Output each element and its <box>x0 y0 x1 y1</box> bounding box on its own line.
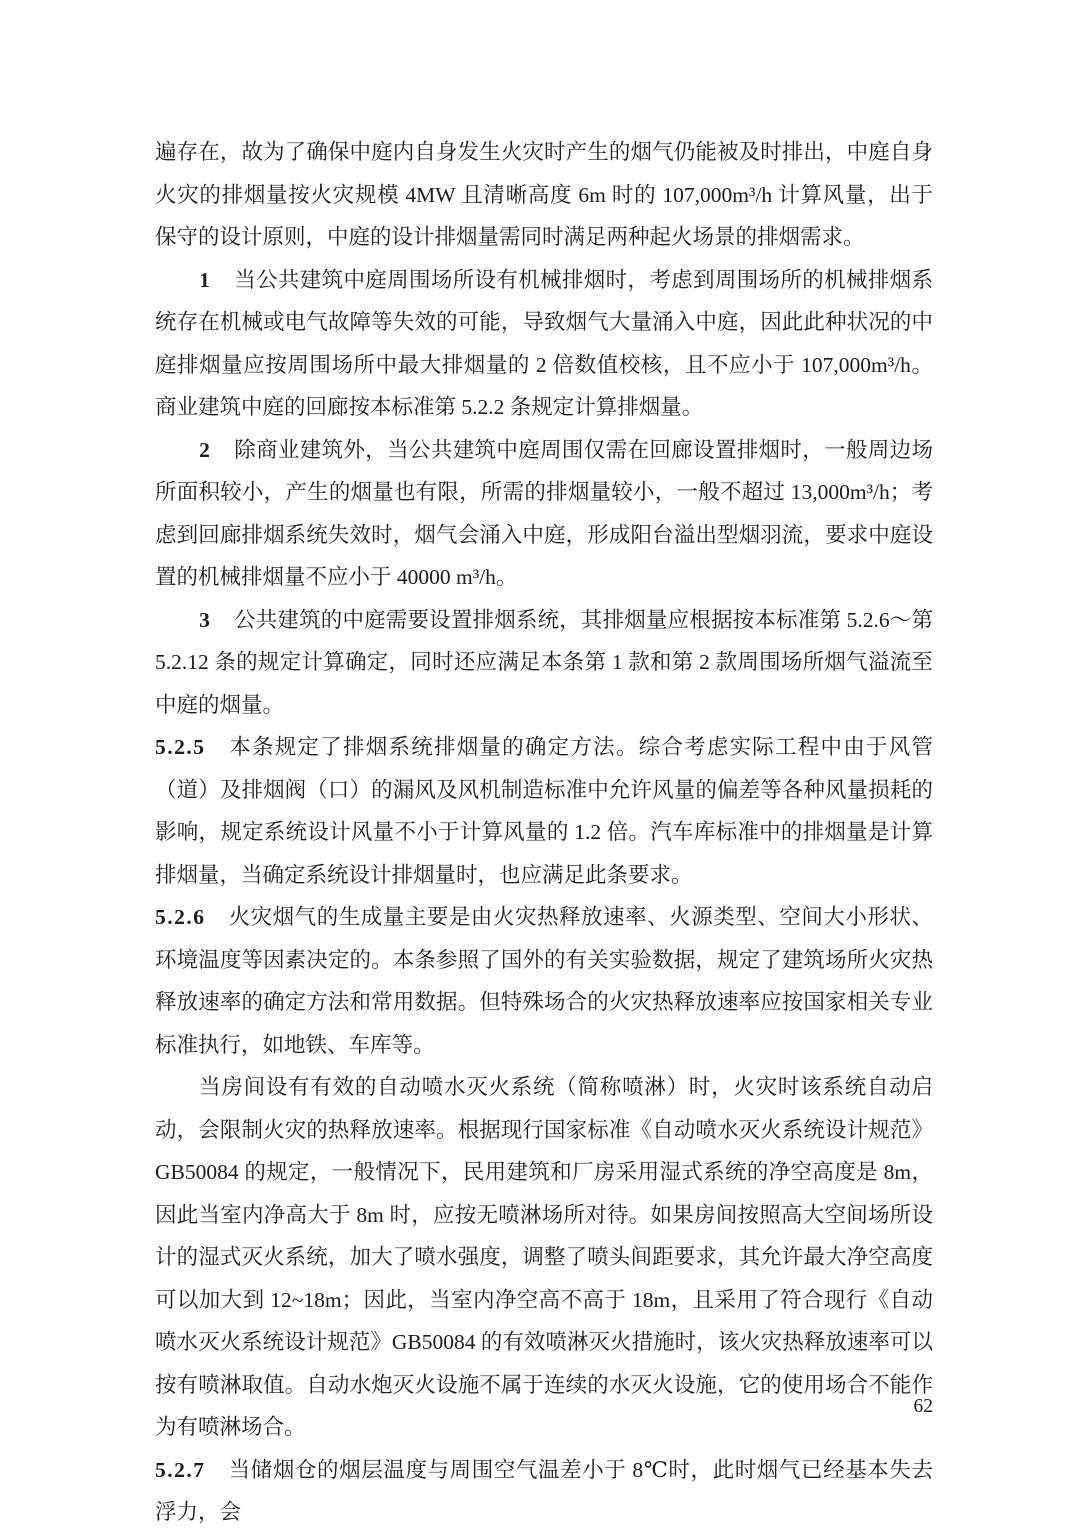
list-item-number: 3 <box>199 607 212 632</box>
paragraph-sprinkler <box>155 1066 933 1449</box>
paragraph-text: 公共建筑的中庭需要设置排烟系统，其排烟量应根据按本标准第 5.2.6～第 5.2.12 条的规定计算确定，同时还应满足本条第 1 款和第 2 款周围场所烟气溢流至中庭的烟量。 <box>155 607 933 717</box>
paragraph-text: 除商业建筑外，当公共建筑中庭周围仅需在回廊设置排烟时，一般周边场所面积较小，产生的烟量也有限，所需的排烟量较小，一般不超过 13,000m³/h；考虑到回廊排烟系统失效时，烟气会涌入中庭，形成阳台溢出型烟羽流，要求中庭设置的机械排烟量不应小于 40000 m³/h。 <box>155 437 933 589</box>
section-5-2-5 <box>155 726 933 896</box>
section-5-2-6 <box>155 896 933 1066</box>
list-item-2 <box>155 429 933 599</box>
section-number: 5.2.7 <box>155 1457 206 1482</box>
paragraph-text: 当房间设有有效的自动喷水灭火系统（简称喷淋）时，火灾时该系统自动启动，会限制火灾的热释放速率。根据现行国家标准《自动喷水灭火系统设计规范》GB50084 的规定，一般情况下，民用建筑和厂房采用湿式系统的净空高度是 8m，因此当室内净高大于 8m 时，应按无喷淋场所对待。如果房间按照高大空间场所设计的湿式灭火系统，加大了喷水强度，调整了喷头间距要求，其允许最大净空高度可以加大到 12~18m；因此，当室内净空高不高于 18m，且采用了符合现行《自动喷水灭火系统设计规范》GB50084 的有效喷淋灭火措施时，该火灾热释放速率可以按有喷淋取值。自动水炮灭火设施不属于连续的水灭火设施，它的使用场合不能作为有喷淋场合。 <box>155 1075 933 1439</box>
paragraph-text: 火灾烟气的生成量主要是由火灾热释放速率、火源类型、空间大小形状、环境温度等因素决定的。本条参照了国外的有关实验数据，规定了建筑场所火灾热释放速率的确定方法和常用数据。但特殊场合的火灾热释放速率应按国家相关专业标准执行，如地铁、车库等。 <box>155 905 933 1057</box>
list-item-number: 1 <box>199 267 212 292</box>
section-number: 5.2.6 <box>155 905 206 929</box>
list-item-1 <box>155 259 933 429</box>
section-5-2-7 <box>155 1449 933 1534</box>
paragraph-text: 遍存在，故为了确保中庭内自身发生火灾时产生的烟气仍能被及时排出，中庭自身火灾的排烟量按火灾规模 4MW 且清晰高度 6m 时的 107,000m³/h 计算风量，出于保守的设计原则，中庭的设计排烟量需同时满足两种起火场景的排烟需求。 <box>155 140 933 249</box>
paragraph-text: 本条规定了排烟系统排烟量的确定方法。综合考虑实际工程中由于风管（道）及排烟阀（口）的漏风及风机制造标准中允许风量的偏差等各种风量损耗的影响，规定系统设计风量不小于计算风量的 1.2 倍。汽车库标准中的排烟量是计算排烟量，当确定系统设计排烟量时，也应满足此条要求。 <box>155 735 933 887</box>
paragraph-continuation <box>155 131 933 259</box>
paragraph-text: 当储烟仓的烟层温度与周围空气温差小于 8℃时，此时烟气已经基本失去浮力，会 <box>155 1457 933 1524</box>
section-number: 5.2.5 <box>155 735 206 759</box>
paragraph-text: 当公共建筑中庭周围场所设有机械排烟时，考虑到周围场所的机械排烟系统存在机械或电气故障等失效的可能，导致烟气大量涌入中庭，因此此种状况的中庭排烟量应按周围场所中最大排烟量的 2 倍数值校核，且不应小于 107,000m³/h。商业建筑中庭的回廊按本标准第 5.2.2 条规定计算排烟量。 <box>155 267 933 419</box>
list-item-number: 2 <box>199 437 212 462</box>
page-number: 62 <box>913 1396 933 1417</box>
list-item-3 <box>155 599 933 727</box>
